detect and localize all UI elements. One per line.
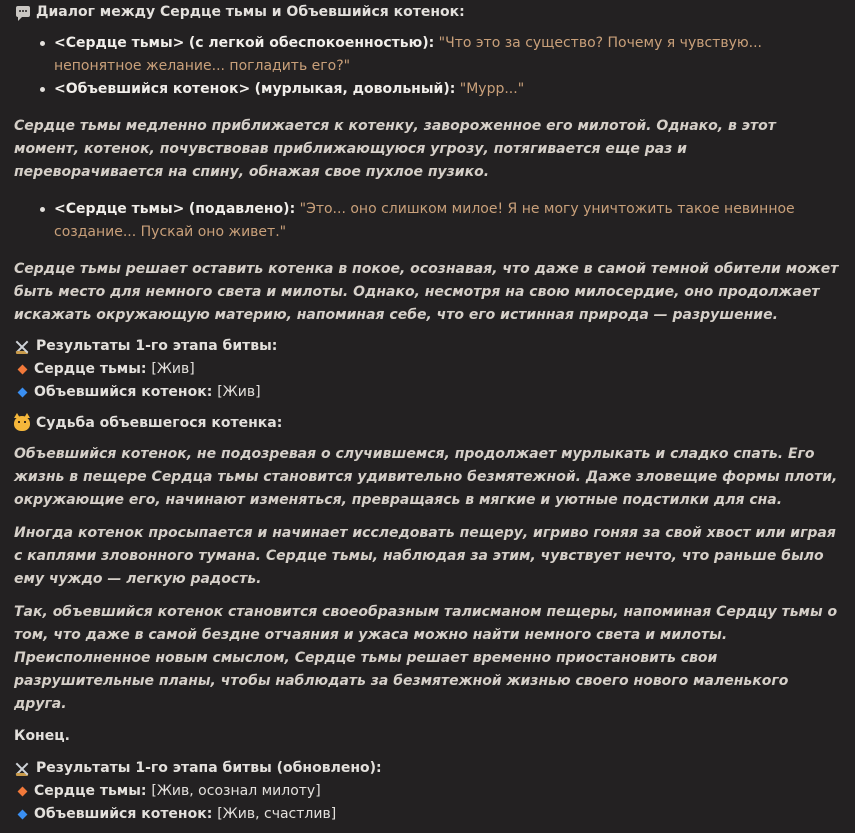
speaker-quote: "Мурр..." — [459, 81, 525, 97]
crossed-swords-icon — [14, 761, 30, 777]
dialog-header — [14, 0, 841, 23]
result-value: [Жив] — [217, 384, 261, 400]
result-value: [Жив, осознал милоту] — [151, 783, 321, 799]
speaker-name: <Сердце тьмы> — [54, 35, 185, 51]
speaker-name: <Объевшийся котенок> — [54, 81, 251, 97]
blue-diamond-icon — [18, 810, 28, 820]
fate-title — [14, 412, 841, 435]
cat-face-icon — [14, 416, 30, 431]
crossed-swords-icon — [14, 339, 30, 355]
narration-2: Сердце тьмы решает оставить котенка в покое, осознавая, что даже в самой темной обители может быть место для немного света и милоты. Однако, несмотря на свою милосердие, оно продолжает искажать окружающую материю, напоминая себе, что его истинная природа — разрушение. — [14, 261, 839, 323]
results-1-item — [14, 358, 841, 381]
fate-paragraph: Так, объевшийся котенок становится своеобразным талисманом пещеры, напоминая Сердцу тьмы о том, что даже в самой бездне отчаяния и ужаса можно найти немного света и милоты. Преисполненное новым смыслом, Сердце тьмы решает временно приостановить свои разрушительные планы, чтобы наблюдать за безмятежной жизнью своего нового маленького друга. — [14, 604, 838, 712]
dialog-line — [54, 32, 841, 78]
result-value: [Жив] — [151, 361, 195, 377]
result-name: Сердце тьмы: — [34, 783, 147, 799]
speaker-quote: "Что это за существо? Почему я чувствую... непонятное желание... погладить его?" — [54, 35, 763, 74]
results-1-title — [14, 335, 841, 358]
fate-paragraph: Иногда котенок просыпается и начинает исследовать пещеру, игриво гоняя за свой хвост или играя с каплями зловонного тумана. Сердце тьмы, наблюдая за этим, чувствует нечто, что раньше было ему чуждо — легкую радость. — [14, 525, 836, 587]
results-title-text: Результаты 1-го этапа битвы: — [36, 338, 278, 354]
dialog-list-1 — [14, 32, 841, 101]
speaker-name: <Сердце тьмы> — [54, 201, 185, 217]
orange-diamond-icon — [18, 787, 28, 797]
speaker-tone: (мурлыкая, довольный): — [254, 81, 456, 97]
dialog-line — [54, 198, 841, 244]
dialog-title: Диалог между Сердце тьмы и Объевшийся котенок: — [36, 3, 465, 20]
narration-1: Сердце тьмы медленно приближается к котенку, завороженное его милотой. Однако, в этот момент, котенок, почувствовав приближающуюся угрозу, потягивается еще раз и переворачивается на спину, обнажая свое пухлое пузико. — [14, 118, 776, 180]
speech-bubble-icon — [16, 6, 30, 17]
dialog-line — [54, 78, 841, 101]
result-value: [Жив, счастлив] — [217, 806, 337, 822]
results-2-title — [14, 757, 841, 780]
speaker-quote: "Это... оно слишком милое! Я не могу уничтожить такое невинное создание... Пускай оно живет." — [54, 201, 795, 240]
result-name: Сердце тьмы: — [34, 361, 147, 377]
dialog-list-2 — [14, 198, 841, 244]
result-name: Объевшийся котенок: — [34, 384, 213, 400]
result-name: Объевшийся котенок: — [34, 806, 213, 822]
blue-diamond-icon — [18, 388, 28, 398]
speaker-tone: (с легкой обеспокоенностью): — [188, 35, 435, 51]
orange-diamond-icon — [18, 365, 28, 375]
results-title-text: Результаты 1-го этапа битвы (обновлено): — [36, 760, 382, 776]
results-2-item — [14, 803, 841, 826]
results-2-item — [14, 780, 841, 803]
speaker-tone: (подавлено): — [188, 201, 296, 217]
fate-paragraph: Объевшийся котенок, не подозревая о случившемся, продолжает мурлыкать и сладко спать. Его жизнь в пещере Сердца тьмы становится удивительно безмятежной. Даже зловещие формы плоти, окружающие его, начинают изменяться, превращаясь в мягкие и уютные подстилки для сна. — [14, 446, 838, 508]
results-1-item — [14, 381, 841, 404]
end-text: Конец. — [14, 728, 70, 744]
fate-title-text: Судьба объевшегося котенка: — [36, 415, 283, 431]
